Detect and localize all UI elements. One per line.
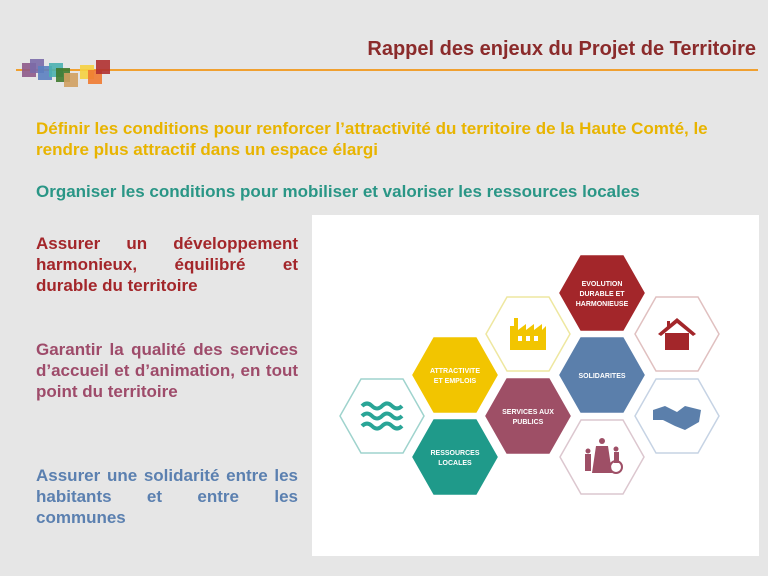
hexagon-label: ET EMPLOIS: [433, 378, 477, 385]
hexagon-diagram: [312, 215, 759, 556]
hexagon-label: SOLIDARITES: [578, 373, 626, 380]
hexagon-factory: [486, 297, 570, 371]
hexagon-family: [560, 420, 644, 494]
point-services: Garantir la qualité des services d’accueil et d’animation, en tout point du territoire: [36, 340, 298, 401]
hexagon-house: [635, 297, 719, 371]
hexagon-waves: [340, 379, 424, 453]
point-developpement: Assurer un développement harmonieux, équilibré et durable du territoire: [36, 234, 298, 295]
hexagon-label: LOCALES: [438, 460, 472, 467]
slide-title: Rappel des enjeux du Projet de Territoire: [367, 38, 756, 60]
objective-attractivite: Définir les conditions pour renforcer l’attractivité du territoire de la Haute Comté, le rendre plus attractif dans un espace élargi: [36, 119, 708, 159]
hexagon-handshake: [635, 379, 719, 453]
point-solidarite: Assurer une solidarité entre les habitants et entre les communes: [36, 466, 298, 527]
hexagon-evolution: [560, 256, 644, 330]
hexagon-attractivite: [413, 338, 497, 412]
hexagon-diagram-panel: [312, 215, 759, 556]
hexagon-solidarites: [560, 338, 644, 412]
hexagon-label: EVOLUTION: [581, 281, 623, 288]
hexagon-label: DURABLE ET: [579, 291, 625, 298]
hexagon-label: HARMONIEUSE: [575, 301, 629, 308]
hexagon-label: ATTRACTIVITE: [429, 368, 481, 375]
title-rule: [16, 69, 758, 71]
objective-ressources: Organiser les conditions pour mobiliser et valoriser les ressources locales: [36, 182, 640, 201]
hexagon-ressources: [413, 420, 497, 494]
hexagon-services: [486, 379, 570, 453]
hexagon-label: SERVICES AUX: [502, 409, 554, 416]
hexagon-label: RESSOURCES: [430, 450, 480, 457]
hexagon-label: PUBLICS: [512, 419, 544, 426]
